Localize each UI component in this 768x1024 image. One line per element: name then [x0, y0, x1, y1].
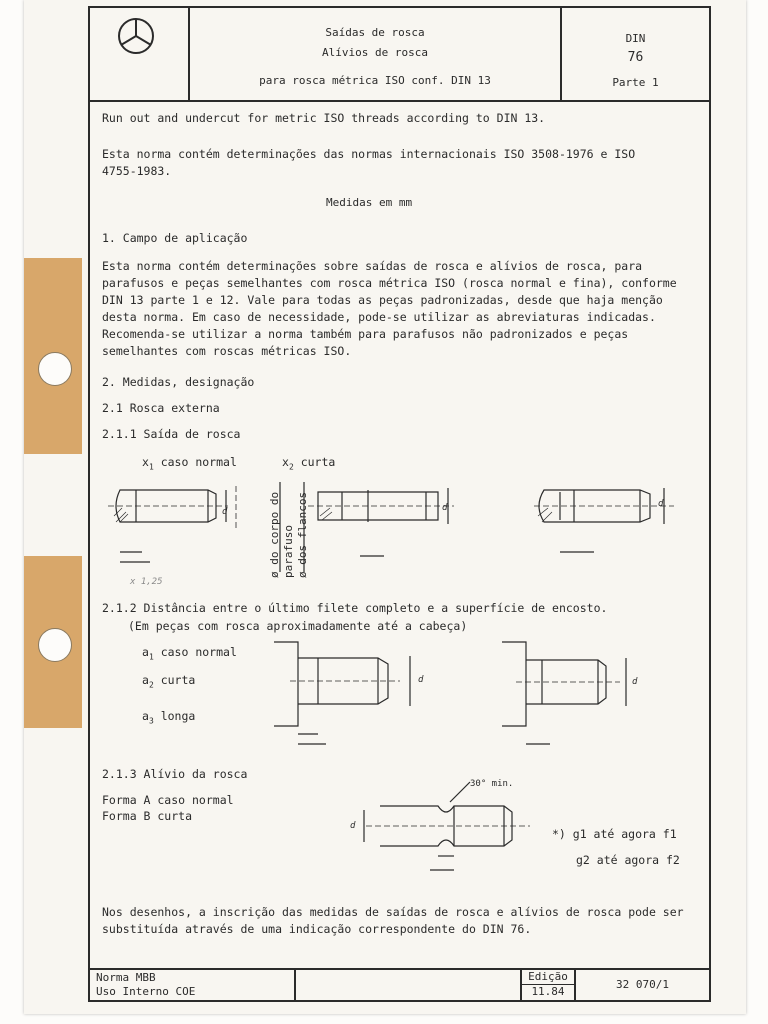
edition-value: 11.84: [522, 984, 574, 999]
din-cell: [562, 8, 709, 100]
english-title: Run out and undercut for metric ISO threads according to DIN 13.: [102, 111, 546, 125]
d-label-1: d: [222, 507, 228, 517]
d-label-5: d: [632, 677, 638, 687]
punch-hole-top: [38, 352, 72, 386]
document-footer: [90, 968, 709, 1000]
section-2-1-heading: 2.1 Rosca externa: [102, 401, 220, 415]
title-line-2: Alívios de rosca: [322, 46, 428, 59]
g1-note: *) g1 até agora f1: [552, 827, 677, 841]
din-number: 76: [627, 50, 644, 65]
thread-undercut-figure: [350, 776, 550, 888]
title-cell: [190, 8, 562, 100]
g2-note: g2 até agora f2: [576, 853, 680, 867]
a3-label: $a_3$ longa: [142, 709, 196, 726]
doc-number: 32 070/1: [616, 978, 669, 991]
vertical-label-body-diameter: ø do corpo do parafuso: [268, 491, 295, 578]
title-line-3: para rosca métrica ISO conf. DIN 13: [259, 74, 491, 87]
form-b-label: Forma B curta: [102, 809, 193, 823]
units-note: Medidas em mm: [326, 196, 413, 209]
closing-text: Nos desenhos, a inscrição das medidas de saídas de rosca e alívios de rosca pode ser substituída através de uma indicação correspondente do DIN 76.: [102, 905, 684, 936]
din-label: DIN: [625, 32, 646, 45]
angle-label: 30° min.: [470, 779, 514, 789]
footer-edition-cell: [520, 970, 576, 1000]
document-header: [90, 8, 709, 102]
d-label-4: d: [418, 675, 424, 685]
section-2-1-1-heading: 2.1.1 Saída de rosca: [102, 427, 241, 441]
form-a-label: Forma A caso normal: [102, 793, 234, 807]
thread-runout-figure: [98, 472, 698, 592]
d-label-2: d: [442, 503, 448, 513]
footer-norm-cell: [90, 970, 296, 1000]
d-label-3: d: [658, 499, 664, 509]
thread-distance-figure: [260, 630, 640, 760]
x2-label: $x_2$ curta: [282, 455, 336, 472]
footer-internal-use: Uso Interno COE: [96, 985, 196, 998]
part-label: Parte 1: [612, 76, 659, 89]
section-2-heading: 2. Medidas, designação: [102, 375, 255, 389]
norms-text: Esta norma contém determinações das normas internacionais ISO 3508-1976 e ISO 4755-1983.: [102, 147, 636, 178]
logo-cell: [90, 8, 190, 100]
section-2-1-3-heading: 2.1.3 Alívio da rosca: [102, 767, 248, 781]
x1-label: $x_1$ caso normal: [142, 455, 237, 472]
vertical-label-flank-diameter: ø dos flancos: [296, 491, 309, 578]
title-line-1: Saídas de rosca: [325, 26, 425, 39]
section-2-1-2-heading: 2.1.2 Distância entre o último filete completo e a superfície de encosto.: [102, 601, 608, 615]
document-frame: [88, 6, 711, 1002]
section-1-heading: 1. Campo de aplicação: [102, 231, 248, 245]
section-1-body: Esta norma contém determinações sobre saídas de rosca e alívios de rosca, para parafusos e peças semelhantes com rosca métrica ISO (rosca normal e fina), conforme DIN 13 parte 1 e 12. Vale para todas as peças padronizadas, desde que haja menção desta norma. Em caso de necessidade, pode-se utilizar as abreviaturas indicadas. Recomenda-se utilizar a norma também para parafusos não padronizados e peças semelhantes com roscas métricas ISO.: [102, 259, 677, 358]
d1-label: d: [350, 821, 356, 831]
footer-norm: Norma MBB: [96, 971, 156, 984]
a1-label: $a_1$ caso normal: [142, 645, 237, 662]
section-2-1-2-note: (Em peças com rosca aproximadamente até a cabeça): [128, 619, 468, 633]
edition-label: Edição: [528, 970, 568, 983]
handwritten-note: x 1,25: [130, 577, 163, 587]
mercedes-star-icon: [90, 8, 190, 100]
a2-label: $a_2$ curta: [142, 673, 196, 690]
punch-hole-bottom: [38, 628, 72, 662]
